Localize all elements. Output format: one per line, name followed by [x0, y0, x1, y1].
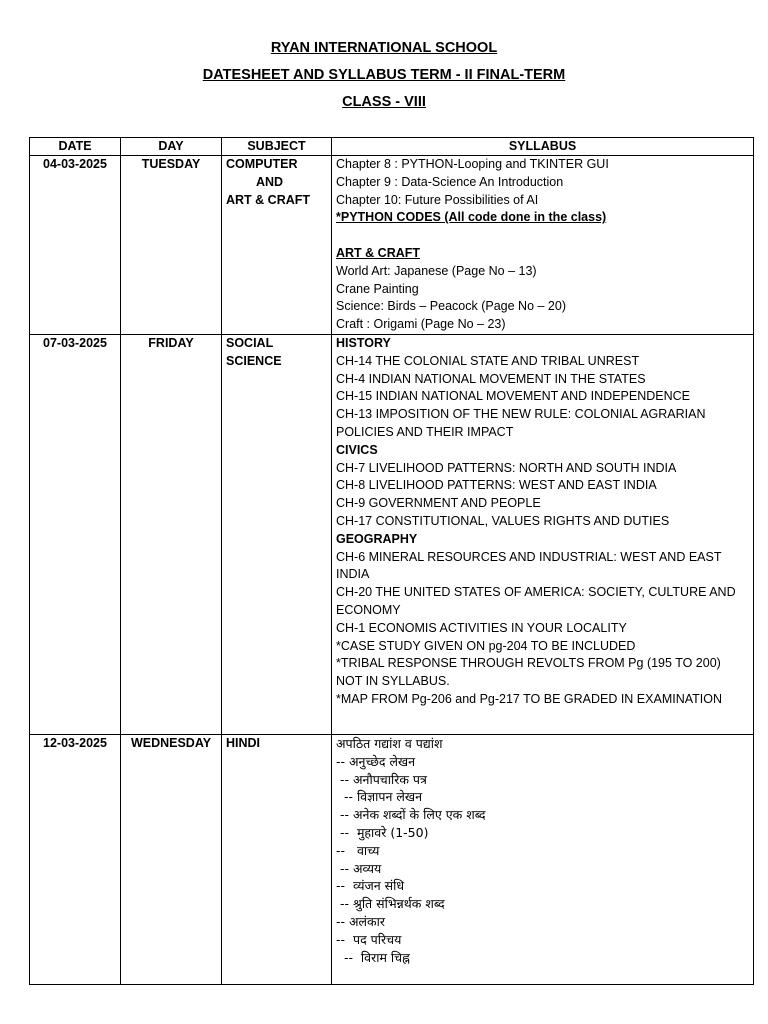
syllabus-line: -- वाच्य: [336, 842, 380, 858]
syllabus-line: -- अनुच्छेद लेखन: [336, 753, 416, 769]
syllabus-line: -- अलंकार: [336, 913, 385, 929]
column-header-subject: SUBJECT: [222, 138, 332, 156]
column-header-day: DAY: [121, 138, 222, 156]
syllabus-spacer: [336, 227, 749, 245]
cell-subject: [222, 156, 332, 335]
syllabus-line: -- पद परिचय: [336, 931, 402, 947]
table-row: [30, 156, 754, 335]
datesheet-table: [29, 137, 754, 985]
syllabus-line: अपठित गद्यांश व पद्यांश: [336, 735, 443, 751]
syllabus-line: CH-20 THE UNITED STATES OF AMERICA: SOCIETY, CULTURE AND ECONOMY: [336, 585, 736, 617]
cell-date: 04-03-2025: [30, 156, 121, 335]
table-row: [30, 734, 754, 984]
subject-line: SCIENCE: [226, 353, 282, 368]
syllabus-section-heading: *PYTHON CODES (All code done in the class): [336, 210, 607, 225]
syllabus-line: Chapter 10: Future Possibilities of AI: [336, 192, 539, 207]
document-title: DATESHEET AND SYLLABUS TERM - II FINAL-TERM: [202, 67, 566, 83]
syllabus-line: -- विज्ञापन लेखन: [336, 789, 423, 805]
syllabus-line: CH-17 CONSTITUTIONAL, VALUES RIGHTS AND DUTIES: [336, 513, 670, 528]
cell-subject: [222, 334, 332, 734]
syllabus-line: CH-8 LIVELIHOOD PATTERNS: WEST AND EAST INDIA: [336, 478, 657, 493]
syllabus-line: CH-6 MINERAL RESOURCES AND INDUSTRIAL: WEST AND EAST INDIA: [336, 549, 722, 582]
syllabus-section-heading: CIVICS: [336, 442, 378, 457]
column-header-date: DATE: [30, 138, 121, 156]
syllabus-line: -- अव्यय: [336, 860, 382, 876]
syllabus-line: CH-1 ECONOMIS ACTIVITIES IN YOUR LOCALITY: [336, 620, 627, 635]
syllabus-section-heading: GEOGRAPHY: [336, 531, 418, 546]
syllabus-section-heading: HISTORY: [336, 335, 391, 350]
document-header: [0, 38, 768, 119]
syllabus-line: CH-7 LIVELIHOOD PATTERNS: NORTH AND SOUTH INDIA: [336, 460, 677, 475]
cell-date: 12-03-2025: [30, 734, 121, 984]
cell-day: WEDNESDAY: [121, 734, 222, 984]
syllabus-line: -- मुहावरे (1-50): [336, 824, 429, 840]
syllabus-line: CH-9 GOVERNMENT AND PEOPLE: [336, 496, 541, 511]
syllabus-line: CH-15 INDIAN NATIONAL MOVEMENT AND INDEPENDENCE: [336, 389, 690, 404]
syllabus-line: CH-14 THE COLONIAL STATE AND TRIBAL UNREST: [336, 353, 640, 368]
cell-day: FRIDAY: [121, 334, 222, 734]
school-name: RYAN INTERNATIONAL SCHOOL: [270, 40, 498, 56]
cell-subject: [222, 734, 332, 984]
cell-syllabus: [332, 334, 754, 734]
table-row: [30, 334, 754, 734]
syllabus-line: *TRIBAL RESPONSE THROUGH REVOLTS FROM Pg (195 TO 200) NOT IN SYLLABUS.: [336, 656, 721, 689]
syllabus-line: -- व्यंजन संधि: [336, 878, 405, 894]
syllabus-section-heading: ART & CRAFT: [336, 245, 421, 260]
syllabus-line: -- अनौपचारिक पत्र: [336, 771, 427, 787]
subject-line: ART & CRAFT: [226, 192, 311, 207]
syllabus-line: Craft : Origami (Page No – 23): [336, 317, 506, 332]
syllabus-line: Science: Birds – Peacock (Page No – 20): [336, 299, 566, 314]
cell-day: TUESDAY: [121, 156, 222, 335]
syllabus-line: -- विराम चिह्न: [336, 949, 410, 965]
syllabus-line: World Art: Japanese (Page No – 13): [336, 263, 537, 278]
subject-line: COMPUTER: [226, 157, 298, 171]
cell-date: 07-03-2025: [30, 334, 121, 734]
cell-syllabus: [332, 156, 754, 335]
subject-line: SOCIAL: [226, 335, 274, 350]
syllabus-line: CH-4 INDIAN NATIONAL MOVEMENT IN THE STATES: [336, 371, 646, 386]
cell-syllabus: [332, 734, 754, 984]
subject-line: AND: [256, 174, 284, 189]
syllabus-line: -- श्रुति संभिन्नर्थक शब्द: [336, 896, 445, 912]
syllabus-line: Crane Painting: [336, 281, 419, 296]
class-heading: CLASS - VIII: [342, 94, 426, 110]
table-header-row: [30, 138, 754, 156]
syllabus-line: Chapter 8 : PYTHON-Looping and TKINTER GUI: [336, 157, 609, 171]
syllabus-line: CH-13 IMPOSITION OF THE NEW RULE: COLONIAL AGRARIAN POLICIES AND THEIR IMPACT: [336, 407, 706, 439]
syllabus-line: *MAP FROM Pg-206 and Pg-217 TO BE GRADED IN EXAMINATION: [336, 691, 723, 706]
syllabus-line: -- अनेक शब्दों के लिए एक शब्द: [336, 807, 486, 823]
column-header-syllabus: SYLLABUS: [332, 138, 754, 156]
syllabus-line: *CASE STUDY GIVEN ON pg-204 TO BE INCLUDED: [336, 638, 636, 653]
syllabus-line: Chapter 9 : Data-Science An Introduction: [336, 174, 564, 189]
subject-line: HINDI: [226, 735, 261, 750]
